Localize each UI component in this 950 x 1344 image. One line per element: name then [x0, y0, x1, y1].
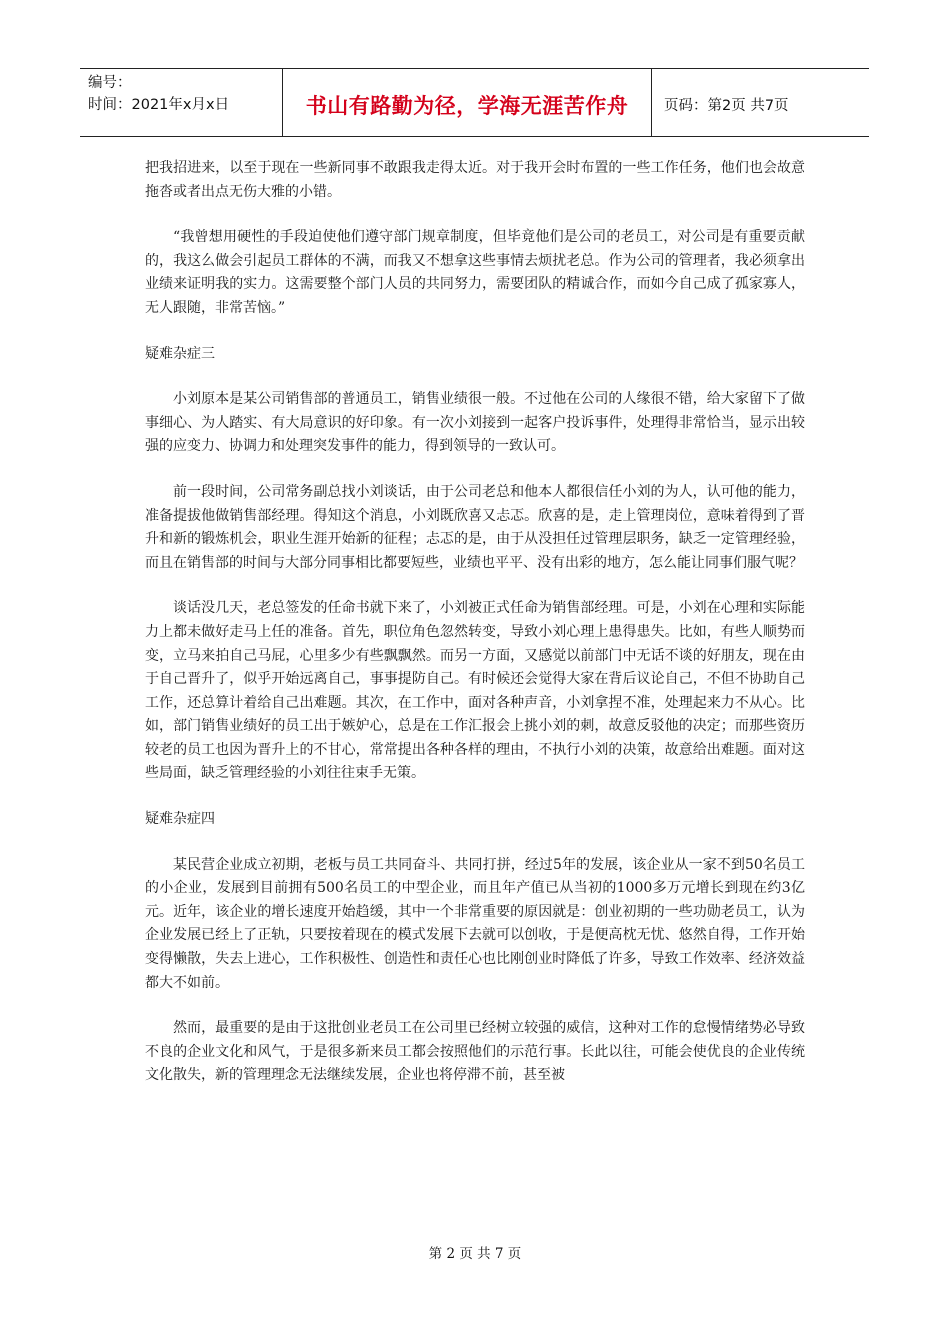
paragraph: 把我招进来，以至于现在一些新同事不敢跟我走得太近。对于我开会时布置的一些工作任务，他们也会故意拖沓或者出点无伤大雅的小错。 [145, 160, 805, 200]
page-header [80, 68, 869, 137]
header-page-code: 页码：第2页 共7页 [664, 98, 789, 114]
time-label: 时间：2021年x月x日 [88, 97, 230, 113]
paragraph: “我曾想用硬性的手段迫使他们遵守部门规章制度，但毕竟他们是公司的老员工，对公司是有重要贡献的，我这么做会引起员工群体的不满，而我又不想拿这些事情去烦扰老总。作为公司的管理者，我必须拿出业绩来证明我的实力。这需要整个部门人员的共同努力，需要团队的精诚合作，而如今自己成了孤家寡人，无人跟随，非常苦恼。” [145, 229, 805, 316]
section-heading: 疑难杂症四 [145, 811, 215, 828]
header-motto: 书山有路勤为径，学海无涯苦作舟 [282, 69, 652, 136]
document-body [145, 157, 805, 1110]
number-label: 编号： [88, 75, 132, 91]
section-heading: 疑难杂症三 [145, 345, 215, 362]
paragraph: 谈话没几天，老总签发的任命书就下来了，小刘被正式任命为销售部经理。可是，小刘在心理和实际能力上都未做好走马上任的准备。首先，职位角色忽然转变，导致小刘心理上患得患失。比如，有些人顺势而变，立马来拍自己马屁，心里多少有些飘飘然。而另一方面，又感觉以前部门中无话不谈的好朋友，现在由于自己晋升了，似乎开始远离自己，事事提防自己。有时候还会觉得大家在背后议论自己，不但不协助自己工作，还总算计着给自己出难题。其次，在工作中，面对各种声音，小刘拿捏不准，处理起来力不从心。比如，部门销售业绩好的员工出于嫉妒心，总是在工作汇报会上挑小刘的刺，故意反驳他的决定；而那些资历较老的员工也因为晋升上的不甘心，常常提出各种各样的理由，不执行小刘的决策，故意给出难题。面对这些局面，缺乏管理经验的小刘往往束手无策。 [145, 600, 805, 782]
paragraph: 某民营企业成立初期，老板与员工共同奋斗、共同打拼，经过5年的发展，该企业从一家不到50名员工的小企业，发展到目前拥有500名员工的中型企业，而且年产值已从当初的1000多万元增长到现在约3亿元。近年，该企业的增长速度开始趋缓，其中一个非常重要的原因就是：创业初期的一些功勋老员工，认为企业发展已经上了正轨，只要按着现在的模式发展下去就可以创收，于是便高枕无忧、悠然自得，工作开始变得懒散，失去上进心，工作积极性、创造性和责任心也比刚创业时降低了许多，导致工作效率、经济效益都大不如前。 [145, 856, 805, 991]
paragraph: 然而，最重要的是由于这批创业老员工在公司里已经树立较强的威信，这种对工作的怠慢情绪势必导致不良的企业文化和风气，于是很多新来员工都会按照他们的示范行事。长此以往，可能会使优良的企业传统文化散失，新的管理理念无法继续发展，企业也将停滞不前，甚至被 [145, 1020, 805, 1084]
paragraph: 小刘原本是某公司销售部的普通员工，销售业绩很一般。不过他在公司的人缘很不错，给大家留下了做事细心、为人踏实、有大局意识的好印象。有一次小刘接到一起客户投诉事件，处理得非常恰当，显示出较强的应变力、协调力和处理突发事件的能力，得到领导的一致认可。 [145, 391, 805, 455]
page-footer: 第 2 页 共 7 页 [428, 1246, 522, 1262]
paragraph: 前一段时间，公司常务副总找小刘谈话，由于公司老总和他本人都很信任小刘的为人，认可他的能力，准备提拔他做销售部经理。得知这个消息，小刘既欣喜又忐忑。欣喜的是，走上管理岗位，意味着得到了晋升和新的锻炼机会，职业生涯开始新的征程；忐忑的是，由于从没担任过管理层职务，缺乏一定管理经验，而且在销售部的时间与大部分同事相比都要短些，业绩也平平、没有出彩的地方，怎么能让同事们服气呢？ [145, 483, 805, 571]
header-meta [80, 69, 282, 136]
